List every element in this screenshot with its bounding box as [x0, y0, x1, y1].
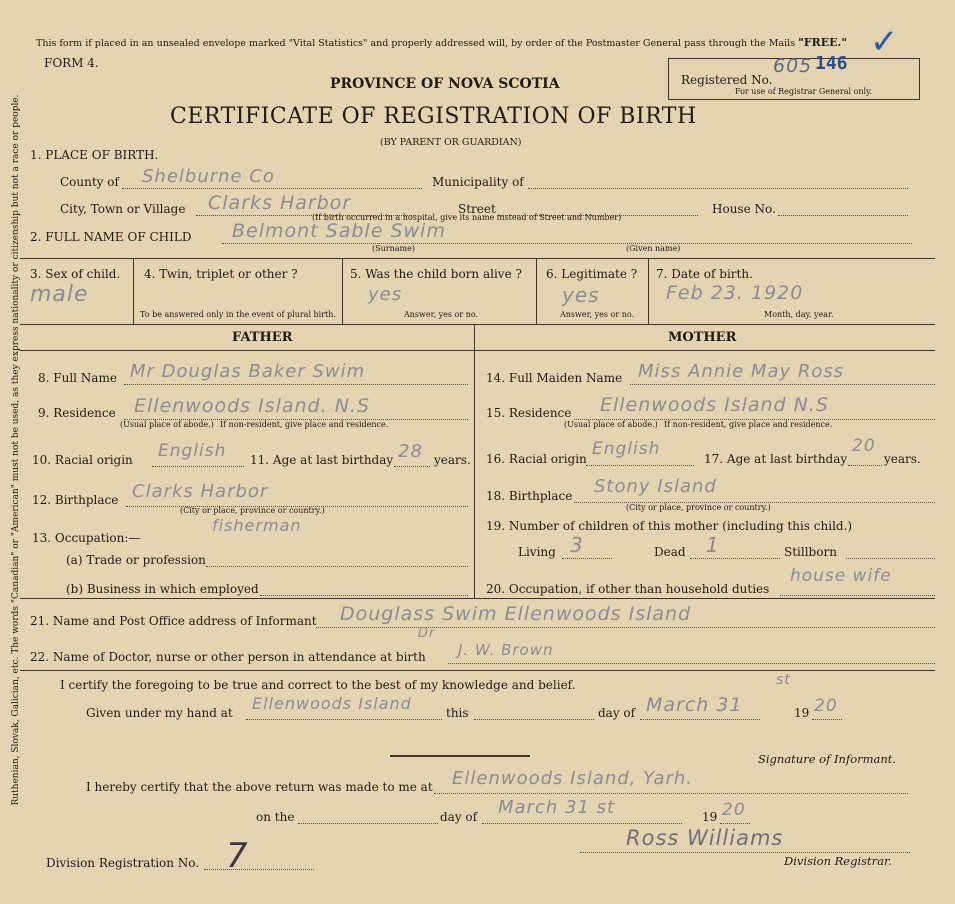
mother-birthplace-note: (City or place, province or country.) — [626, 503, 771, 512]
hereby-place: Ellenwoods Island, Yarh. — [452, 768, 694, 789]
living-value: 3 — [570, 533, 584, 557]
father-abode-note: (Usual place of abode.) — [120, 420, 214, 429]
s4-label: 4. Twin, triplet or other ? — [144, 267, 298, 281]
s16-value: English — [592, 439, 661, 459]
s13b-label: (b) Business in which employed — [66, 582, 259, 596]
certificate-title: CERTIFICATE OF REGISTRATION OF BIRTH — [170, 104, 697, 129]
province-title: PROVINCE OF NOVA SCOTIA — [330, 76, 560, 92]
city-label: City, Town or Village — [60, 202, 186, 216]
s8-label: 8. Full Name — [38, 371, 117, 385]
county-value: Shelburne Co — [142, 166, 275, 187]
mother-header: MOTHER — [668, 330, 737, 345]
s20-value: house wife — [790, 566, 892, 586]
s17-value: 20 — [852, 436, 876, 456]
given-note: (Given name) — [626, 244, 681, 253]
registrar-signature: Ross Williams — [626, 826, 784, 850]
division-registrar-label: Division Registrar. — [784, 854, 892, 868]
street-label: Street — [458, 202, 496, 216]
s12-value: Clarks Harbor — [132, 481, 269, 502]
reg-year-prefix: 19 — [702, 810, 718, 824]
s21-value: Douglass Swim Ellenwoods Island — [340, 603, 692, 625]
s11-label: 11. Age at last birthday — [250, 453, 394, 467]
municipality-label: Municipality of — [432, 175, 524, 189]
check-mark-icon: ✓ — [870, 22, 900, 62]
division-reg-value: 7 — [226, 836, 249, 876]
dead-value: 1 — [706, 533, 720, 557]
on-the-label: on the — [256, 810, 295, 824]
city-value: Clarks Harbor — [208, 192, 352, 214]
s14-label: 14. Full Maiden Name — [486, 371, 623, 385]
top-note — [36, 36, 847, 49]
s13-value: fisherman — [212, 516, 302, 535]
s7-note: Month, day, year. — [764, 310, 834, 319]
s7-value: Feb 23. 1920 — [666, 282, 804, 304]
given-year-suffix: 20 — [814, 696, 838, 716]
s6-label: 6. Legitimate ? — [546, 267, 638, 281]
s13a-label: (a) Trade or profession — [66, 553, 206, 567]
registered-box — [668, 53, 920, 100]
father-years-label: years. — [434, 453, 471, 467]
hereby-text: I hereby certify that the above return was made to me at — [86, 780, 433, 794]
s22-value: J. W. Brown — [458, 641, 554, 659]
s18-label: 18. Birthplace — [486, 489, 573, 503]
s5-label: 5. Was the child born alive ? — [350, 267, 522, 281]
s10-label: 10. Racial origin — [32, 453, 133, 467]
reg-year-suffix: 20 — [722, 800, 746, 820]
s17-label: 17. Age at last birthday — [704, 452, 848, 466]
mother-nonres-note: If non-resident, give place and residence. — [664, 420, 833, 429]
given-under-label: Given under my hand at — [86, 706, 233, 720]
certificate-subtitle: (BY PARENT OR GUARDIAN) — [380, 137, 522, 148]
s6-note: Answer, yes or no. — [560, 310, 635, 319]
certify-text: I certify the foregoing to be true and correct to the best of my knowledge and belief. — [60, 678, 576, 692]
s5-note: Answer, yes or no. — [404, 310, 479, 319]
given-date: March 31 — [646, 694, 743, 716]
registered-stamp: 146 — [815, 53, 848, 74]
reg-day-of-label: day of — [440, 810, 478, 824]
given-place: Ellenwoods Island — [252, 694, 412, 713]
s9-value: Ellenwoods Island. N.S — [134, 395, 371, 417]
reg-date: March 31 st — [498, 797, 616, 818]
s5-value: yes — [368, 284, 403, 305]
s12-label: 12. Birthplace — [32, 493, 119, 507]
s6-value: yes — [562, 283, 600, 307]
s9-label: 9. Residence — [38, 406, 116, 420]
child-name: Belmont Sable Swim — [232, 220, 446, 242]
living-label: Living — [518, 545, 556, 559]
s14-value: Miss Annie May Ross — [638, 361, 845, 382]
registered-label: Registered No. — [681, 73, 773, 87]
s13-label: 13. Occupation:— — [32, 531, 141, 545]
s15-value: Ellenwoods Island N.S — [600, 394, 829, 416]
s1-label: 1. PLACE OF BIRTH. — [30, 148, 159, 162]
s22-prefix: Dr — [418, 626, 436, 641]
s18-value: Stony Island — [594, 476, 717, 497]
s11-value: 28 — [398, 441, 423, 462]
registrar-note: For use of Registrar General only. — [735, 87, 873, 96]
this-label: this — [446, 706, 469, 720]
s20-label: 20. Occupation, if other than household duties — [486, 582, 770, 596]
father-header: FATHER — [232, 330, 293, 345]
s19-label: 19. Number of children of this mother (including this child.) — [486, 519, 853, 533]
father-nonres-note: If non-resident, give place and residence. — [220, 420, 389, 429]
top-note-text: This form if placed in an unsealed envelope marked "Vital Statistics" and properly addressed will, by order of the Postmaster General pass through the Mails — [36, 38, 796, 49]
side-note: Ruthenian, Slovak, Galician, etc. The words "Canadian" or "American" must not be used, as they express nationality or citizenship but not a race or people. — [11, 94, 21, 806]
division-reg-label: Division Registration No. — [46, 856, 200, 870]
surname-note: (Surname) — [372, 244, 415, 253]
s8-value: Mr Douglas Baker Swim — [130, 361, 366, 382]
dead-label: Dead — [654, 545, 686, 559]
stillborn-label: Stillborn — [784, 545, 837, 559]
mother-abode-note: (Usual place of abode.) — [564, 420, 658, 429]
s10-value: English — [158, 441, 227, 461]
s22-label: 22. Name of Doctor, nurse or other person in attendance at birth — [30, 650, 426, 664]
house-label: House No. — [712, 202, 776, 216]
s15-label: 15. Residence — [486, 406, 572, 420]
county-label: County of — [60, 175, 119, 189]
s21-label: 21. Name and Post Office address of Informant — [30, 614, 317, 628]
free-label: "FREE." — [798, 36, 848, 49]
mother-years-label: years. — [884, 452, 921, 466]
day-of-label: day of — [598, 706, 636, 720]
s3-label: 3. Sex of child. — [30, 267, 121, 281]
hospital-note: (If birth occurred in a hospital, give its name instead of Street and Number) — [312, 213, 622, 222]
s16-label: 16. Racial origin — [486, 452, 587, 466]
form-number: FORM 4. — [44, 56, 99, 70]
father-birthplace-note: (City or place, province or country.) — [180, 506, 325, 515]
signature-informant-label: Signature of Informant. — [758, 752, 897, 766]
s4-note: To be answered only in the event of plural birth. — [140, 310, 336, 319]
registered-value: 605 — [773, 55, 813, 77]
given-date-suffix: st — [776, 672, 791, 688]
sex-value: male — [30, 282, 89, 307]
given-year-prefix: 19 — [794, 706, 810, 720]
s2-label: 2. FULL NAME OF CHILD — [30, 230, 192, 244]
s7-label: 7. Date of birth. — [656, 267, 753, 281]
